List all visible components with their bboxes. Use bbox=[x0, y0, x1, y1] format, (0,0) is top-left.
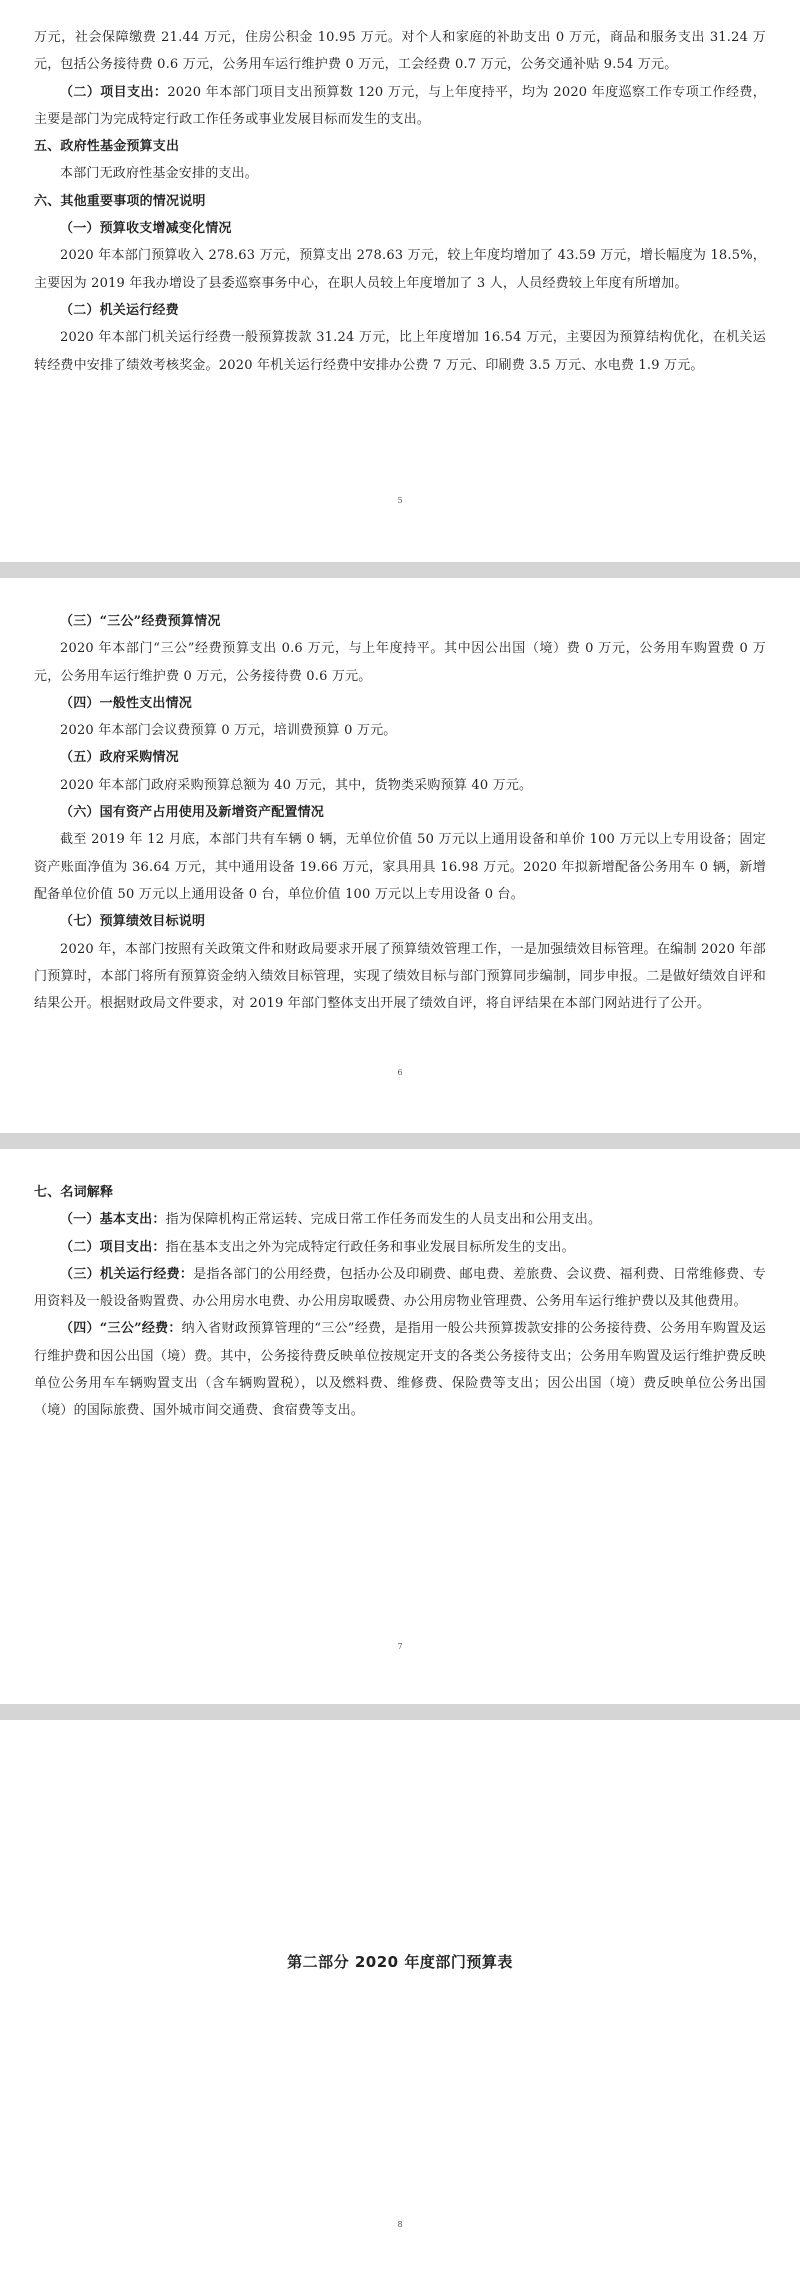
subheading-budget-change: （一）预算收支增减变化情况 bbox=[60, 221, 232, 237]
page-number: 8 bbox=[397, 2220, 403, 2229]
section-heading-7: 七、名词解释 bbox=[34, 1185, 114, 1200]
document-page-8 bbox=[0, 1720, 800, 2280]
term-basic-expense: （一）基本支出： bbox=[60, 1212, 166, 1228]
section-heading-6: 六、其他重要事项的情况说明 bbox=[34, 193, 206, 209]
page-number: 7 bbox=[397, 1642, 403, 1651]
paragraph-operating-expense: 2020 年本部门机关运行经费一般预算拨款 31.24 万元，比上年度增加 16.54 万元，主要因为预算结构优化，在机关运转经费中安排了绩效考核奖金。2020 年机关运行经费中安排办公费 7 万元、印刷费 3.5 万元、水电费 1.9 万元。 bbox=[34, 330, 766, 373]
page-number: 6 bbox=[397, 1068, 403, 1077]
term-three-public: （四）“三公”经费： bbox=[60, 1321, 182, 1337]
subheading-operating-expense: （二）机关运行经费 bbox=[60, 302, 179, 318]
document-page-7 bbox=[0, 1149, 800, 1704]
definition-text: 纳入省财政预算管理的“三公”经费，是指用一般公共预算拨款安排的公务接待费、公务用车购置及运行维护费和因公出国（境）费。其中，公务接待费反映单位按规定开支的各类公务接待支出；公务用车购置及运行维护费反映单位公务用车车辆购置支出（含车辆购置税），以及燃料费、维修费、保险费等支出；因公出国（境）费反映单位公务出国（境）的国际旅费、国外城市间交通费、食宿费等支出。 bbox=[34, 1321, 766, 1419]
term-operating-expense: （三）机关运行经费： bbox=[60, 1266, 194, 1282]
document-page-6 bbox=[0, 578, 800, 1133]
part-title: 第二部分 2020 年度部门预算表 bbox=[287, 1953, 513, 1971]
paragraph-performance: 2020 年，本部门按照有关政策文件和财政局要求开展了预算绩效管理工作，一是加强绩效目标管理。在编制 2020 年部门预算时，本部门将所有预算资金纳入绩效目标管理，实现了绩效目标与部门预算同步编制，同步申报。二是做好绩效自评和结果公开。根据财政局文件要求，对 2019 年部门整体支出开展了绩效自评，将自评结果在本部门网站进行了公开。 bbox=[34, 941, 766, 1012]
page-number: 5 bbox=[397, 496, 403, 505]
term-project-expense: （二）项目支出： bbox=[60, 1239, 166, 1255]
paragraph-three-public: 2020 年本部门“三公”经费预算支出 0.6 万元，与上年度持平。其中因公出国（境）费 0 万元，公务用车购置费 0 万元，公务用车运行维护费 0 万元，公务接待费 0.6 万元。 bbox=[34, 641, 766, 684]
subheading-performance: （七）预算绩效目标说明 bbox=[60, 914, 206, 930]
definition-three-public bbox=[34, 1315, 766, 1424]
definition-text: 指为保障机构正常运转、完成日常工作任务而发生的人员支出和公用支出。 bbox=[165, 1212, 602, 1228]
paragraph-gov-fund: 本部门无政府性基金安排的支出。 bbox=[60, 166, 259, 182]
subheading-state-assets: （六）国有资产占用使用及新增资产配置情况 bbox=[60, 805, 325, 821]
subheading-general-expense: （四）一般性支出情况 bbox=[60, 695, 193, 711]
paragraph-general-expense: 2020 年本部门会议费预算 0 万元，培训费预算 0 万元。 bbox=[60, 723, 397, 739]
section-heading-5: 五、政府性基金预算支出 bbox=[34, 139, 180, 155]
subheading-three-public: （三）“三公”经费预算情况 bbox=[60, 614, 221, 629]
subheading-procurement: （五）政府采购情况 bbox=[60, 750, 179, 766]
paragraph-budget-change: 2020 年本部门预算收入 278.63 万元，预算支出 278.63 万元，较上年度均增加了 43.59 万元，增长幅度为 18.5%，主要因为 2019 年我办增设了县委巡察事务中心，在职人员较上年度增加了 3 人，人员经费较上年度有所增加。 bbox=[34, 248, 766, 291]
subheading-project-expense: （二）项目支出： bbox=[60, 84, 168, 100]
definition-project-expense bbox=[34, 1234, 766, 1261]
paragraph-procurement: 2020 年本部门政府采购预算总额为 40 万元，其中，货物类采购预算 40 万元。 bbox=[60, 777, 533, 793]
document-page-5 bbox=[0, 0, 800, 562]
paragraph-project-expense bbox=[34, 79, 766, 134]
definition-basic-expense bbox=[34, 1206, 766, 1233]
definition-operating-expense bbox=[34, 1261, 766, 1316]
definition-text: 是指各部门的公用经费，包括办公及印刷费、邮电费、差旅费、会议费、福利费、日常维修费、专用资料及一般设备购置费、办公用房水电费、办公用房取暖费、办公用房物业管理费、公务用车运行维护费以及其他费用。 bbox=[34, 1266, 766, 1310]
paragraph-state-assets: 截至 2019 年 12 月底，本部门共有车辆 0 辆，无单位价值 50 万元以上通用设备和单价 100 万元以上专用设备；固定资产账面净值为 36.64 万元，其中通用设备 19.66 万元，家具用具 16.98 万元。2020 年拟新增配备公务用车 0 辆，新增配备单位价值 50 万元以上通用设备 0 台，单位价值 100 万元以上专用设备 0 台。 bbox=[34, 832, 766, 902]
definition-text: 指在基本支出之外为完成特定行政任务和事业发展目标所发生的支出。 bbox=[165, 1239, 575, 1255]
paragraph-basic-expense-cont: 万元，社会保障缴费 21.44 万元，住房公积金 10.95 万元。对个人和家庭的补助支出 0 万元，商品和服务支出 31.24 万元，包括公务接待费 0.6 万元，公务用车运行维护费 0 万元，工会经费 0.7 万元，公务交通补贴 9.54 万元。 bbox=[34, 30, 766, 73]
paragraph-project-expense-body: 2020 年本部门项目支出预算数 120 万元，与上年度持平，均为 2020 年度巡察工作专项工作经费，主要是部门为完成特定行政工作任务或事业发展目标而发生的支出。 bbox=[34, 84, 766, 127]
